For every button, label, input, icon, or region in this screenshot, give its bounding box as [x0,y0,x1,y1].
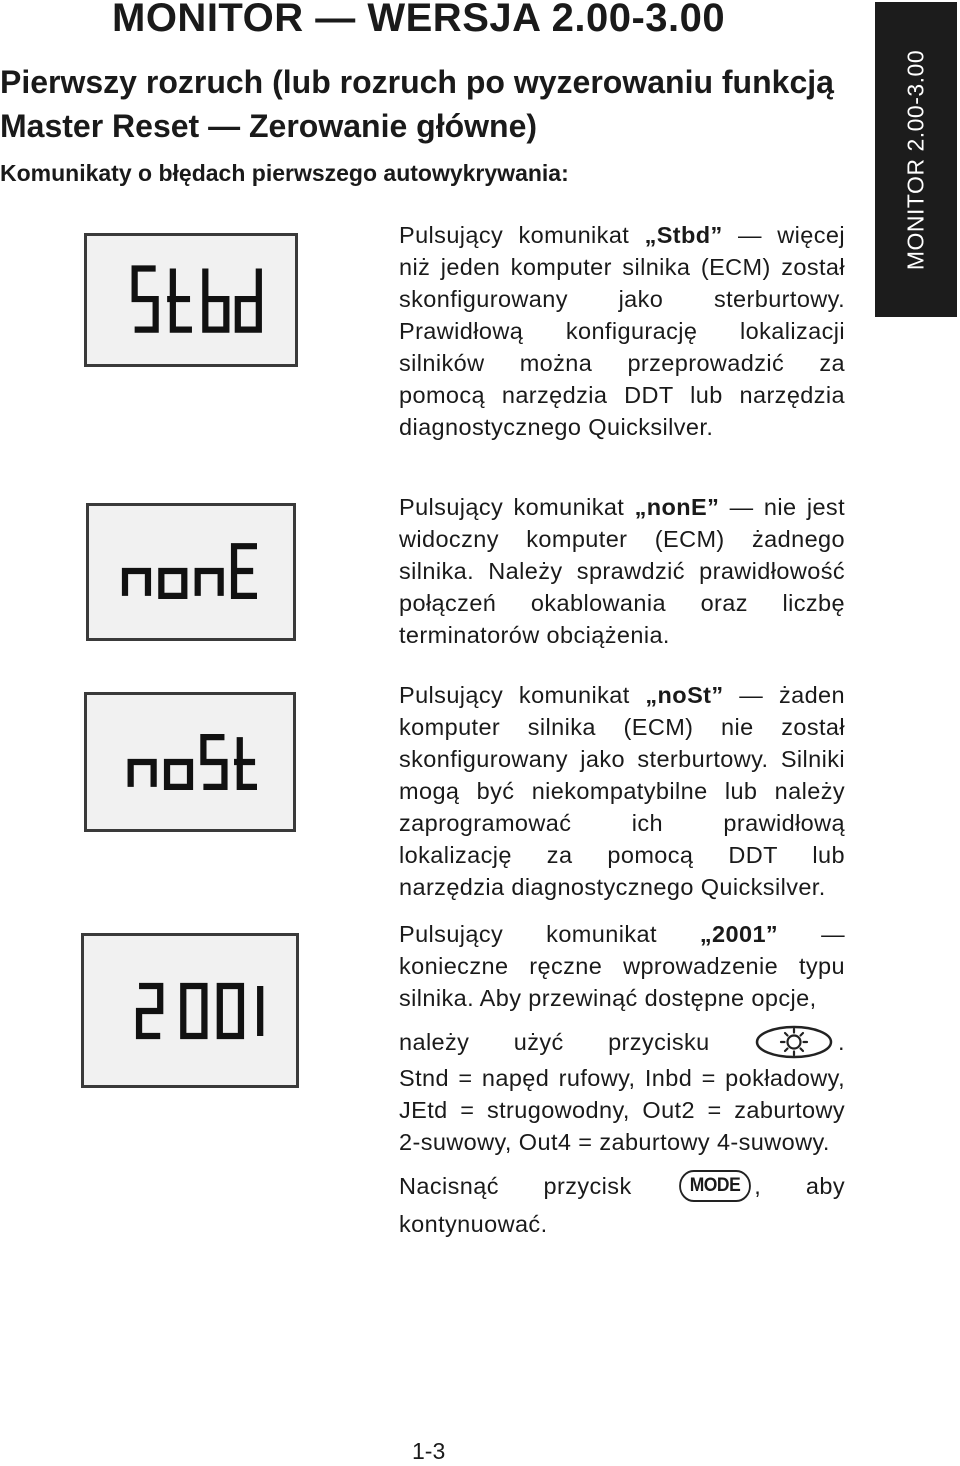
message-code-stbd: „Stbd” [644,222,723,248]
side-tab-label: MONITOR 2.00-3.00 [902,49,929,271]
section-heading: Komunikaty o błędach pierwszego autowykrywania: [0,160,569,186]
lcd-segment-d [238,268,259,329]
lcd-glyphs-nost [87,695,293,829]
message-prefix: Pulsujący komunikat [399,222,630,248]
mode-button-line [399,1168,845,1204]
lcd-segment-0b [220,986,241,1036]
continue-text: kontynuować. [399,1211,548,1237]
lcd-glyphs-stbd [87,236,295,364]
lcd-segment-t [234,737,257,787]
line-word: przycisku [608,1029,710,1055]
message-dash: — [739,682,764,708]
line-punct: . [838,1029,845,1055]
lcd-segment-n [131,762,154,787]
page-title: MONITOR — WERSJA 2.00-3.00 [112,0,726,40]
line-punct: , [754,1173,762,1199]
message-code-nost: „noSt” [645,682,724,708]
message-dash: — [729,494,754,520]
message-code-none: „nonE” [634,494,720,520]
message-prefix: Pulsujący komunikat [399,921,657,947]
lcd-segment-o [167,762,190,787]
message-prefix: Pulsujący komunikat [399,682,630,708]
lcd-segment-s [135,268,156,329]
line-word: należy [399,1029,470,1055]
line-word: przycisk [543,1173,632,1199]
lcd-display-nost [84,692,296,832]
message-body-2001: konieczne ręczne wprowadzenie typu silnika. Aby przewinąć dostępne opcje, [399,953,845,1011]
line-word: użyć [513,1029,564,1055]
lcd-display-none [86,503,296,641]
lcd-segment-t [167,268,192,329]
page-subtitle: Pierwszy rozruch (lub rozruch po wyzerowaniu funkcją Master Reset — Zerowanie główne) [0,64,834,144]
lcd-segment-e [234,546,257,596]
lcd-segment-n1 [125,571,148,596]
light-button-group [754,1024,845,1060]
message-nost [399,679,845,903]
message-body-nost: żaden komputer silnika (ECM) nie został skonfigurowany jako sterburtowy. Silniki mogą być niekompatybilne lub należy zaprogramować ich prawidłową lokalizację za pomocą DDT lub narzędzia diagnostycznego Quicksilver. [399,682,845,900]
line-word: Nacisnąć [399,1173,499,1199]
light-button-line [399,1022,845,1062]
page-number: 1-3 [412,1438,446,1464]
lcd-display-stbd [84,233,298,367]
message-2001 [399,918,845,1240]
lcd-segment-o [161,571,184,596]
message-body-none: nie jest widoczny komputer (ECM) żadnego silnika. Należy sprawdzić prawidłowość połączeń okablowania oraz liczbę terminatorów obciążenia. [399,494,846,648]
mode-button-icon: MODE [679,1170,751,1202]
message-body-stbd: więcej niż jeden komputer silnika (ECM) został skonfigurowany jako sterburtowy. Prawidłową konfigurację lokalizacji silników można przeprowadzić za pomocą narzędzia DDT lub narzędzia diagnostycznego Quicksilver. [399,222,845,440]
lcd-display-2001 [81,933,299,1088]
lcd-segment-b [205,268,226,329]
line-word: aby [805,1173,845,1199]
message-2001-intro [399,918,845,1014]
lcd-segment-s [203,737,224,787]
message-stbd [399,219,845,443]
side-tab [875,2,957,317]
message-code-2001: „2001” [699,921,779,947]
lcd-glyphs-none [89,506,293,638]
light-button-icon [754,1024,834,1060]
message-none [399,491,845,651]
message-prefix: Pulsujący komunikat [399,494,625,520]
message-dash: — [821,921,846,947]
message-dash: — [738,222,762,248]
engine-types: Stnd = napęd rufowy, Inbd = pokładowy, JEtd = strugowodny, Out2 = zaburtowy 2-suwowy, Out4 = zaburtowy 4-suwowy. [399,1065,845,1155]
lcd-segment-0a [183,986,204,1036]
mode-button-group [676,1170,761,1202]
lcd-segment-n2 [198,571,221,596]
lcd-glyphs-2001 [84,936,296,1085]
lcd-segment-2 [139,986,160,1036]
